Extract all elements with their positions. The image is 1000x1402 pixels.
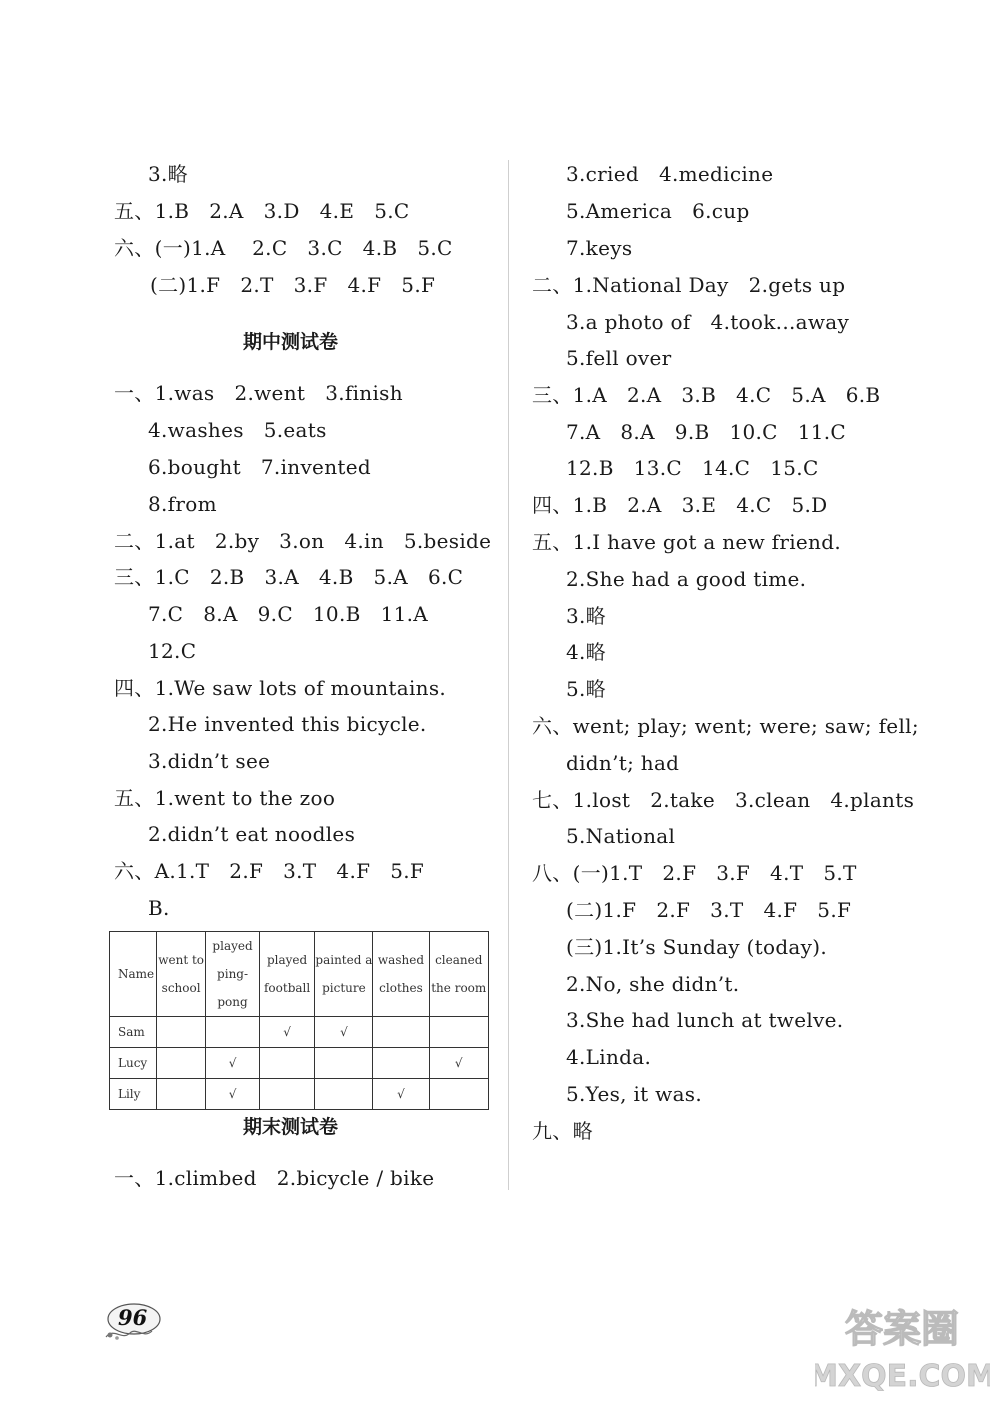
table-cell <box>429 1017 489 1048</box>
table-cell: √ <box>259 1017 315 1048</box>
answer-line: didn’t; had <box>566 751 680 775</box>
page-number-text: 96 <box>118 1305 148 1330</box>
column-divider <box>508 160 509 1190</box>
activity-table <box>109 931 489 1110</box>
answer-line: 3.didn’t see <box>148 749 271 773</box>
final-exam-title: 期末测试卷 <box>243 1116 339 1138</box>
table-cell: √ <box>429 1048 489 1079</box>
answer-line: 一、1.climbed 2.bicycle / bike <box>114 1166 435 1190</box>
answer-line: 五、1.B 2.A 3.D 4.E 5.C <box>114 199 410 223</box>
table-cell-name: Lucy <box>110 1048 157 1079</box>
table-header-cell: went to school <box>157 932 206 1017</box>
answer-line: 八、(一)1.T 2.F 3.F 4.T 5.T <box>532 861 857 885</box>
answer-line: 3.a photo of 4.took...away <box>566 310 850 334</box>
answer-line: 二、1.National Day 2.gets up <box>532 273 846 297</box>
table-cell: √ <box>206 1079 260 1110</box>
answer-line: 四、1.We saw lots of mountains. <box>114 676 447 700</box>
answer-line: 7.A 8.A 9.B 10.C 11.C <box>566 420 847 444</box>
answer-line: 六、went; play; went; were; saw; fell; <box>532 714 919 738</box>
answer-line: 3.略 <box>566 604 606 628</box>
answer-line: 12.B 13.C 14.C 15.C <box>566 456 819 480</box>
answer-line: 4.略 <box>566 640 606 664</box>
page-number <box>100 1297 164 1343</box>
answer-line: 一、1.was 2.went 3.finish <box>114 381 403 405</box>
answer-line: 五、1.I have got a new friend. <box>532 530 841 554</box>
table-cell: √ <box>206 1048 260 1079</box>
answer-line: 九、略 <box>532 1119 593 1143</box>
table-cell <box>157 1017 206 1048</box>
midterm-title: 期中测试卷 <box>243 331 339 353</box>
answer-line: 8.from <box>148 492 217 516</box>
table-cell <box>157 1079 206 1110</box>
watermark-text-bottom: MXQE.COM <box>815 1359 990 1394</box>
table-cell: √ <box>315 1017 373 1048</box>
watermark-text-top: 答案圈 <box>844 1307 960 1351</box>
table-cell <box>259 1079 315 1110</box>
answer-line: 六、(一)1.A 2.C 3.C 4.B 5.C <box>114 236 453 260</box>
watermark-logo-icon <box>815 1300 990 1395</box>
table-cell <box>157 1048 206 1079</box>
answer-line: 7.C 8.A 9.C 10.B 11.A <box>148 602 429 626</box>
table-header-cell: played ping-pong <box>206 932 260 1017</box>
answer-line: 三、1.C 2.B 3.A 4.B 5.A 6.C <box>114 565 464 589</box>
table-cell <box>206 1017 260 1048</box>
table-header-cell: played football <box>259 932 315 1017</box>
table-header-cell: Name <box>110 932 157 1017</box>
answer-line: 4.Linda. <box>566 1045 652 1069</box>
answer-line: 5.Yes, it was. <box>566 1082 703 1106</box>
watermark <box>815 1300 990 1395</box>
table-cell-name: Sam <box>110 1017 157 1048</box>
answer-line: (二)1.F 2.F 3.T 4.F 5.F <box>566 898 852 922</box>
answer-line: 5.略 <box>566 677 606 701</box>
answer-line: 5.National <box>566 824 676 848</box>
answer-line: 6.bought 7.invented <box>148 455 371 479</box>
answer-line: 4.washes 5.eats <box>148 418 327 442</box>
table-cell <box>315 1079 373 1110</box>
table-header-row <box>110 932 489 1017</box>
answer-line: 7.keys <box>566 236 633 260</box>
answer-line: 二、1.at 2.by 3.on 4.in 5.beside <box>114 529 492 553</box>
answer-line: 2.She had a good time. <box>566 567 807 591</box>
answer-line: 3.略 <box>148 162 188 186</box>
table-row <box>110 1048 489 1079</box>
answer-line: 3.cried 4.medicine <box>566 162 774 186</box>
table-cell <box>259 1048 315 1079</box>
table-row <box>110 1017 489 1048</box>
answer-line: 七、1.lost 2.take 3.clean 4.plants <box>532 788 915 812</box>
answer-line: B. <box>148 896 170 920</box>
answer-line: 5.fell over <box>566 346 672 370</box>
answer-line: 2.didn’t eat noodles <box>148 822 356 846</box>
answer-line: (二)1.F 2.T 3.F 4.F 5.F <box>150 273 436 297</box>
table-header-cell: washed clothes <box>373 932 429 1017</box>
table-row <box>110 1079 489 1110</box>
table-cell-name: Lily <box>110 1079 157 1110</box>
table-cell <box>429 1079 489 1110</box>
answer-line: 5.America 6.cup <box>566 199 750 223</box>
answer-line: 2.He invented this bicycle. <box>148 712 427 736</box>
answer-line: 12.C <box>148 639 197 663</box>
answer-line: (三)1.It’s Sunday (today). <box>566 935 828 959</box>
answer-line: 三、1.A 2.A 3.B 4.C 5.A 6.B <box>532 383 881 407</box>
table-header-cell: cleaned the room <box>429 932 489 1017</box>
table-cell <box>373 1017 429 1048</box>
answer-line: 五、1.went to the zoo <box>114 786 336 810</box>
table-cell: √ <box>373 1079 429 1110</box>
answer-line: 六、A.1.T 2.F 3.T 4.F 5.F <box>114 859 425 883</box>
answer-line: 3.She had lunch at twelve. <box>566 1008 844 1032</box>
answer-line: 2.No, she didn’t. <box>566 972 740 996</box>
table-header-cell: painted a picture <box>315 932 373 1017</box>
table-cell <box>373 1048 429 1079</box>
table-cell <box>315 1048 373 1079</box>
answer-line: 四、1.B 2.A 3.E 4.C 5.D <box>532 493 828 517</box>
